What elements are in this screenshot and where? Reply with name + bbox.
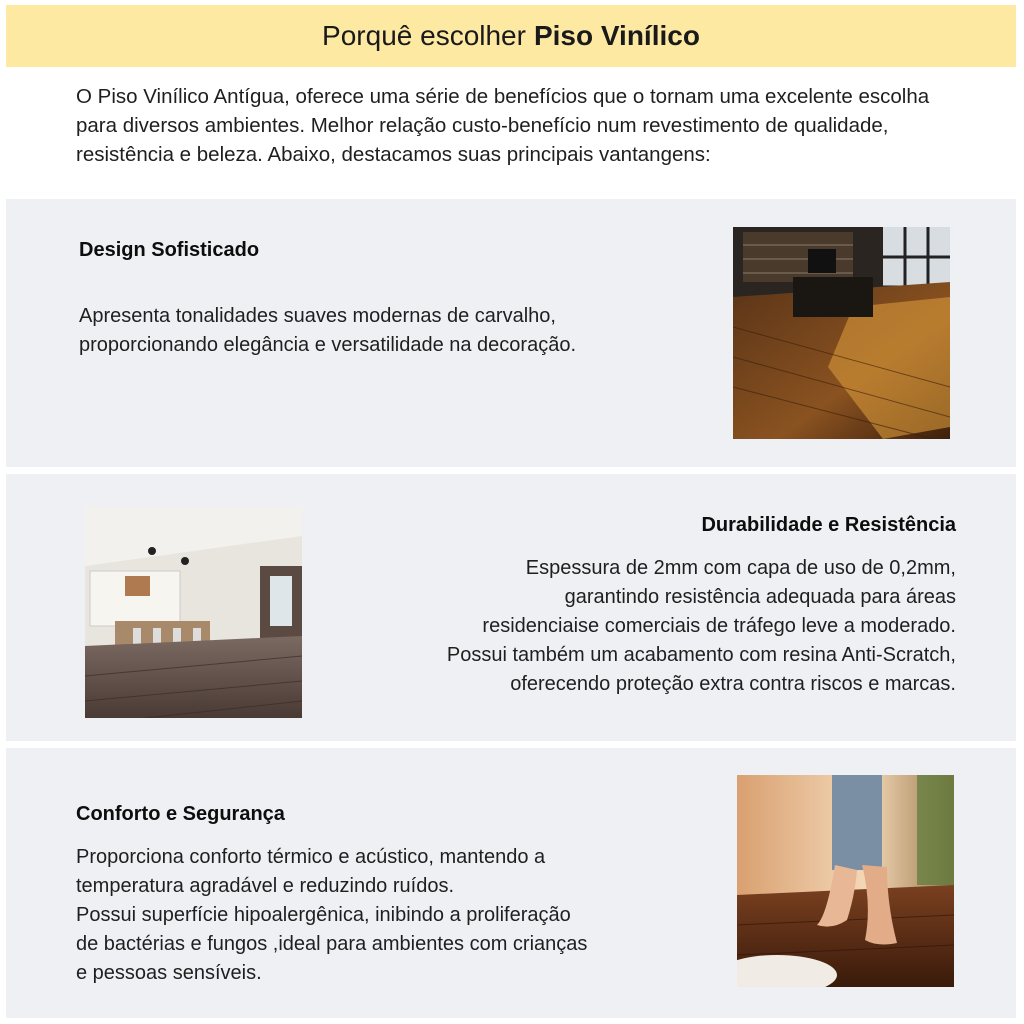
body-line: Apresenta tonalidades suaves modernas de carvalho, [79,305,556,327]
office-room-photo [733,227,950,439]
body-line: Proporciona conforto térmico e acústico, mantendo a [76,846,546,868]
body-line: residenciaise comerciais de tráfego leve a moderado. [482,615,956,637]
body-line: proporcionando elegância e versatilidade na decoração. [79,334,577,356]
section-body [79,302,699,360]
benefit-section-durability [6,474,1016,741]
body-line: de bactérias e fungos ,ideal para ambientes com crianças [76,933,588,955]
body-line: temperatura agradável e reduzindo ruídos. [76,875,455,897]
body-line: Possui também um acabamento com resina Anti-Scratch, [446,644,956,666]
body-line: Possui superfície hipoalergênica, inibindo a proliferação [76,904,571,926]
body-line: e pessoas sensíveis. [76,962,262,984]
section-title: Conforto e Segurança [76,803,285,825]
barefoot-floor-photo [737,775,954,987]
open-kitchen-photo [85,506,302,718]
header-title-highlight: Piso Vinílico [533,20,700,51]
body-line: Espessura de 2mm com capa de uso de 0,2mm, [525,557,956,579]
body-line: oferecendo proteção extra contra riscos e marcas. [510,673,956,695]
page-header [6,5,1016,67]
header-title-prefix: Porquê escolher [322,20,526,51]
section-body [76,843,696,988]
intro-paragraph: O Piso Vinílico Antígua, oferece uma série de benefícios que o tornam uma excelente escolha para diversos ambientes. Melhor relação custo-benefício num revestimento de qualidade, resistência e beleza. Abaixo, destacamos suas principais vantangens: [76,85,930,166]
section-title: Durabilidade e Resistência [701,514,956,536]
benefit-section-design [6,199,1016,467]
section-title: Design Sofisticado [79,239,260,261]
body-line: garantindo resistência adequada para áreas [564,586,956,608]
benefit-section-comfort [6,748,1016,1018]
section-body [336,554,956,699]
